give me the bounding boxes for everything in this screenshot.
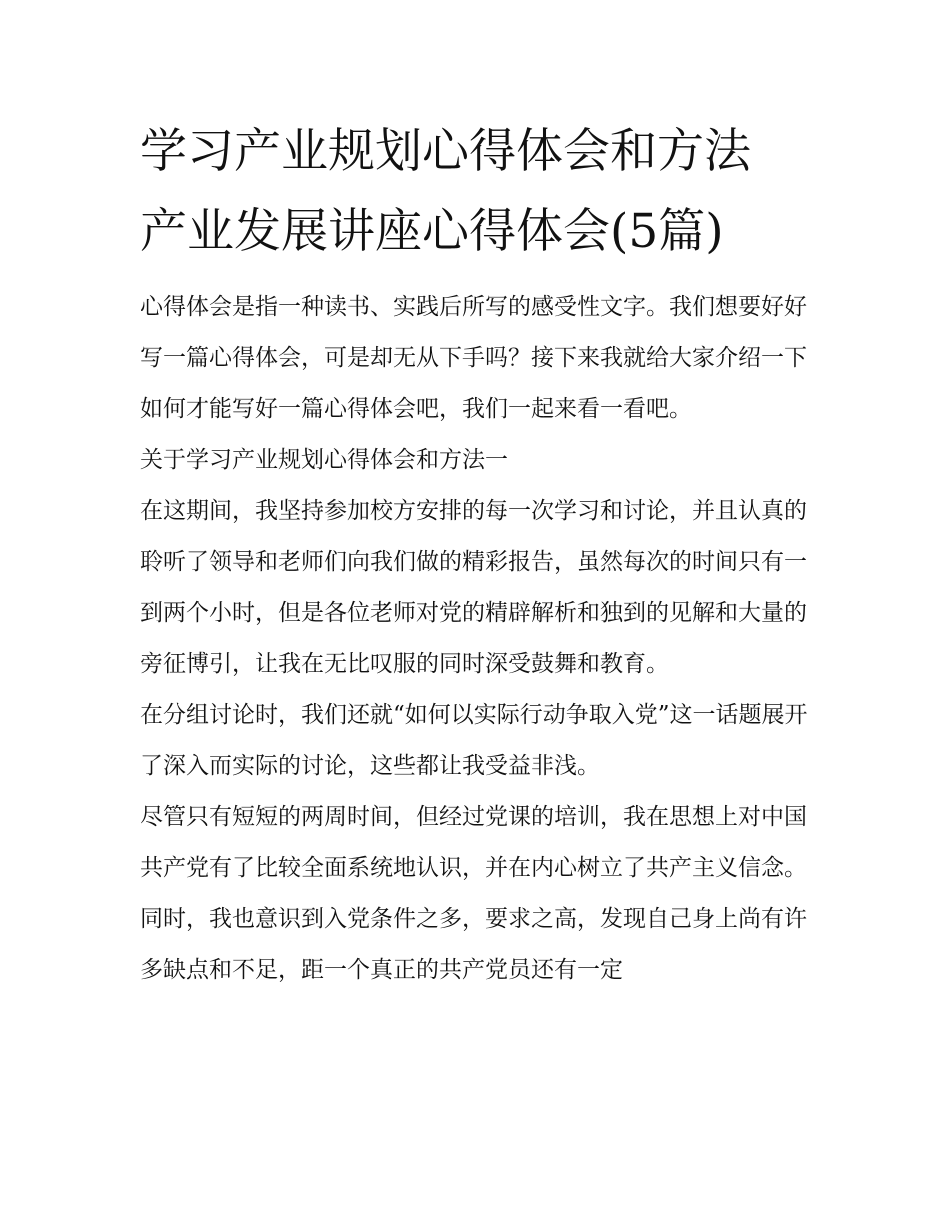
title-line-1: 学习产业规划心得体会和方法 <box>140 124 751 179</box>
body-paragraph-2: 在分组讨论时，我们还就“如何以实际行动争取入党”这一话题展开了深入而实际的讨论，这些都让我受益非浅。 <box>140 702 808 779</box>
intro-paragraph: 心得体会是指一种读书、实践后所写的感受性文字。我们想要好好写一篇心得体会，可是却无从下手吗？接下来我就给大家介绍一下如何才能写好一篇心得体会吧，我们一起来看一看吧。 <box>140 294 807 422</box>
document-content <box>140 112 812 996</box>
title-line-2: 产业发展讲座心得体会(5篇) <box>140 204 724 259</box>
document-title <box>140 112 812 272</box>
body-paragraph-1: 在这期间，我坚持参加校方安排的每一次学习和讨论，并且认真的聆听了领导和老师们向我们做的精彩报告，虽然每次的时间只有一到两个小时，但是各位老师对党的精辟解析和独到的见解和大量的旁征博引，让我在无比叹服的同时深受鼓舞和教育。 <box>140 498 807 677</box>
body-paragraph-3: 尽管只有短短的两周时间，但经过党课的培训，我在思想上对中国共产党有了比较全面系统地认识，并在内心树立了共产主义信念。同时，我也意识到入党条件之多，要求之高，发现自己身上尚有许多缺点和不足，距一个真正的共产党员还有一定 <box>140 804 807 983</box>
section-heading: 关于学习产业规划心得体会和方法一 <box>140 447 508 473</box>
